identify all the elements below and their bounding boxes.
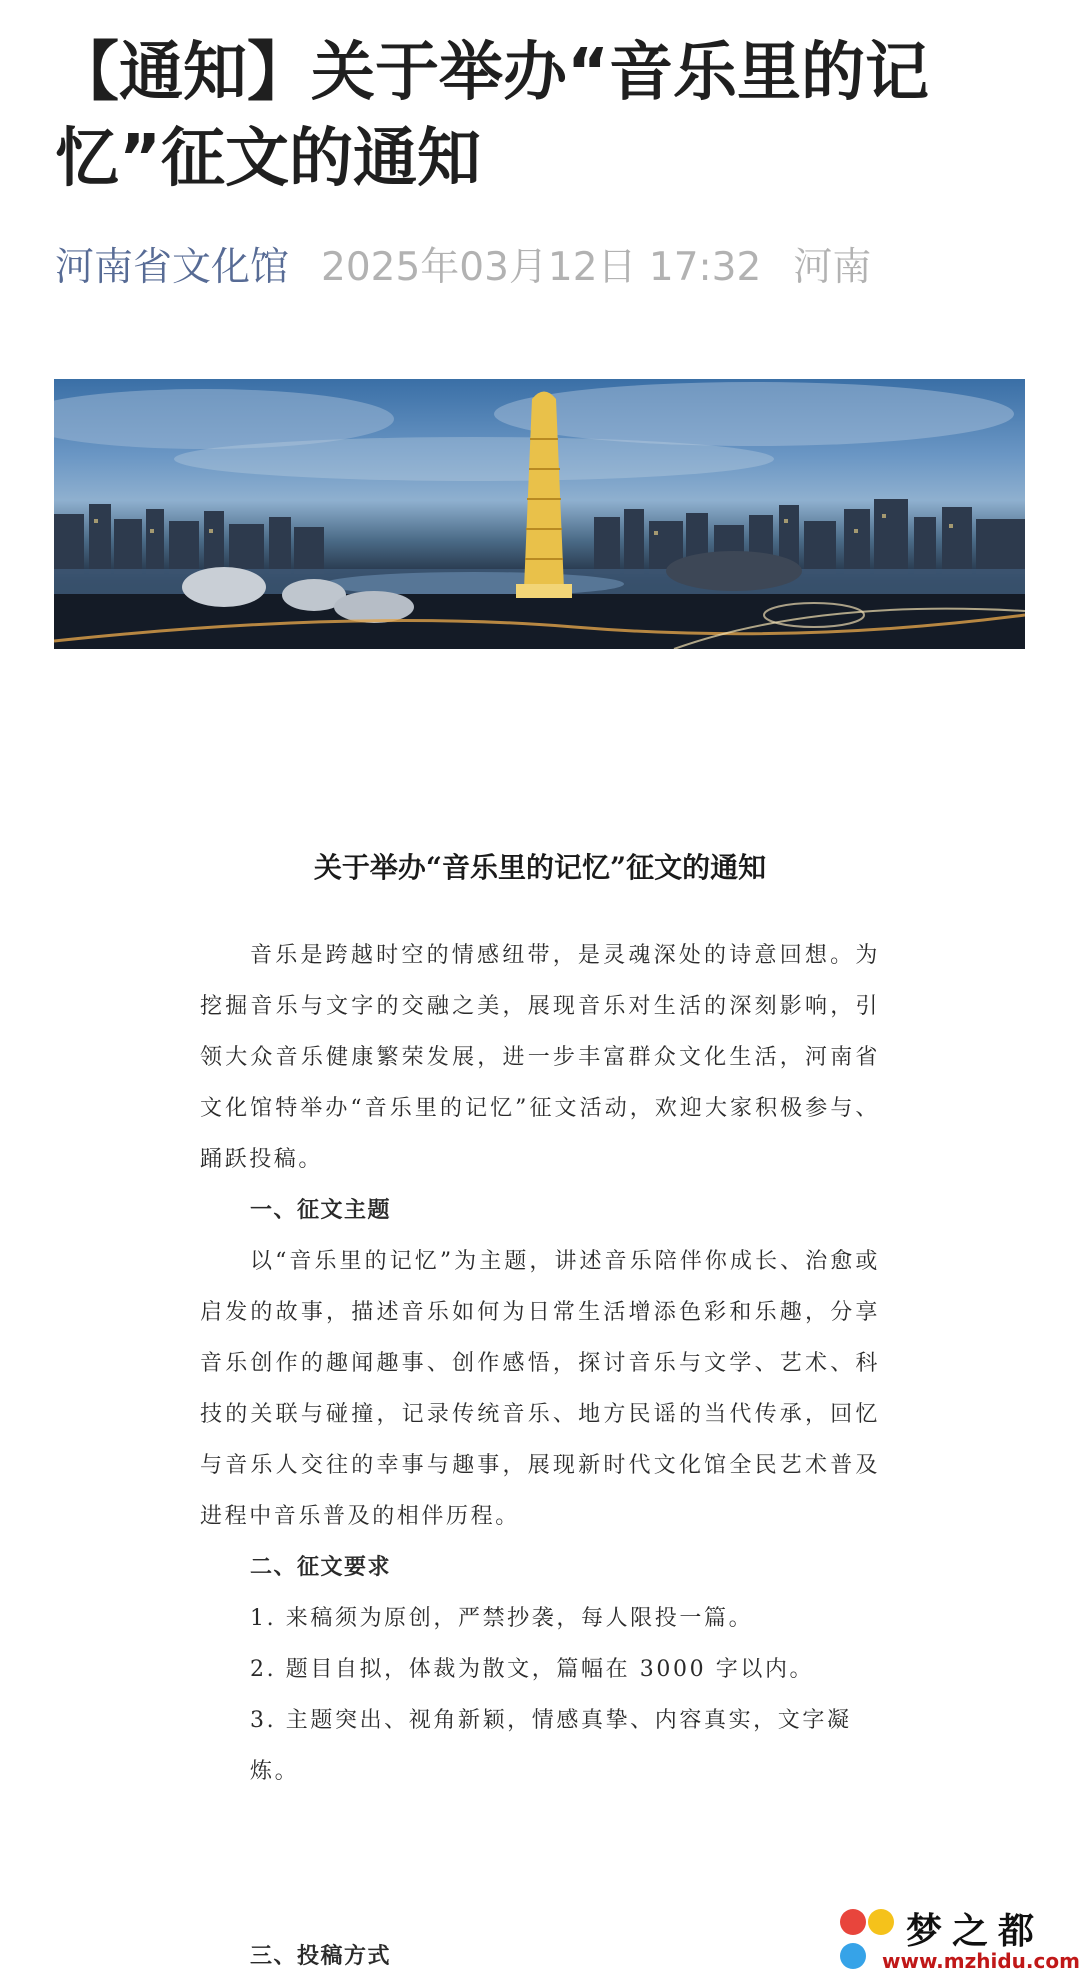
article-meta xyxy=(55,236,871,292)
section-1-heading: 一、征文主题 xyxy=(250,1197,392,1223)
section-2-heading: 二、征文要求 xyxy=(250,1554,392,1580)
document-title: 关于举办“音乐里的记忆”征文的通知 xyxy=(313,851,767,884)
article-title: 【通知】关于举办“音乐里的记忆”征文的通知 xyxy=(55,36,930,196)
intro-paragraph: 音乐是跨越时空的情感纽带，是灵魂深处的诗意回想。为挖掘音乐与文字的交融之美，展现音乐对生活的深刻影响，引领大众音乐健康繁荣发展，进一步丰富群众文化生活，河南省文化馆特举办“音乐里的记忆”征文活动，欢迎大家积极参与、踊跃投稿。 xyxy=(200,943,880,1172)
smiley-logo-icon xyxy=(868,1909,894,1935)
smiley-logo-icon xyxy=(840,1909,866,1935)
site-watermark xyxy=(836,1903,1080,1979)
requirement-item: 1. 来稿须为原创，严禁抄袭，每人限投一篇。 xyxy=(250,1606,754,1631)
requirement-item: 2. 题目自拟，体裁为散文，篇幅在 3000 字以内。 xyxy=(250,1657,815,1682)
smiley-logo-icon xyxy=(840,1943,866,1969)
account-name-link[interactable]: 河南省文化馆 xyxy=(55,245,290,290)
city-skyline-banner-image[interactable] xyxy=(54,379,1025,649)
publish-time: 2025年03月12日 17:32 xyxy=(321,245,762,290)
watermark-url: www.mzhidu.com xyxy=(882,1949,1080,1973)
document-body xyxy=(200,930,880,1797)
watermark-text: 梦之都 xyxy=(906,1911,1045,1952)
requirement-item: 3. 主题突出、视角新颖，情感真挚、内容真实，文字凝炼。 xyxy=(250,1708,852,1784)
section-1-paragraph: 以“音乐里的记忆”为主题，讲述音乐陪伴你成长、治愈或启发的故事，描述音乐如何为日常生活增添色彩和乐趣，分享音乐创作的趣闻趣事、创作感悟，探讨音乐与文学、艺术、科技的关联与碰撞，记录传统音乐、地方民谣的当代传承，回忆与音乐人交往的幸事与趣事，展现新时代文化馆全民艺术普及进程中音乐普及的相伴历程。 xyxy=(200,1249,880,1529)
publish-location: 河南 xyxy=(793,245,872,290)
section-3-heading: 三、投稿方式 xyxy=(250,1943,392,1969)
